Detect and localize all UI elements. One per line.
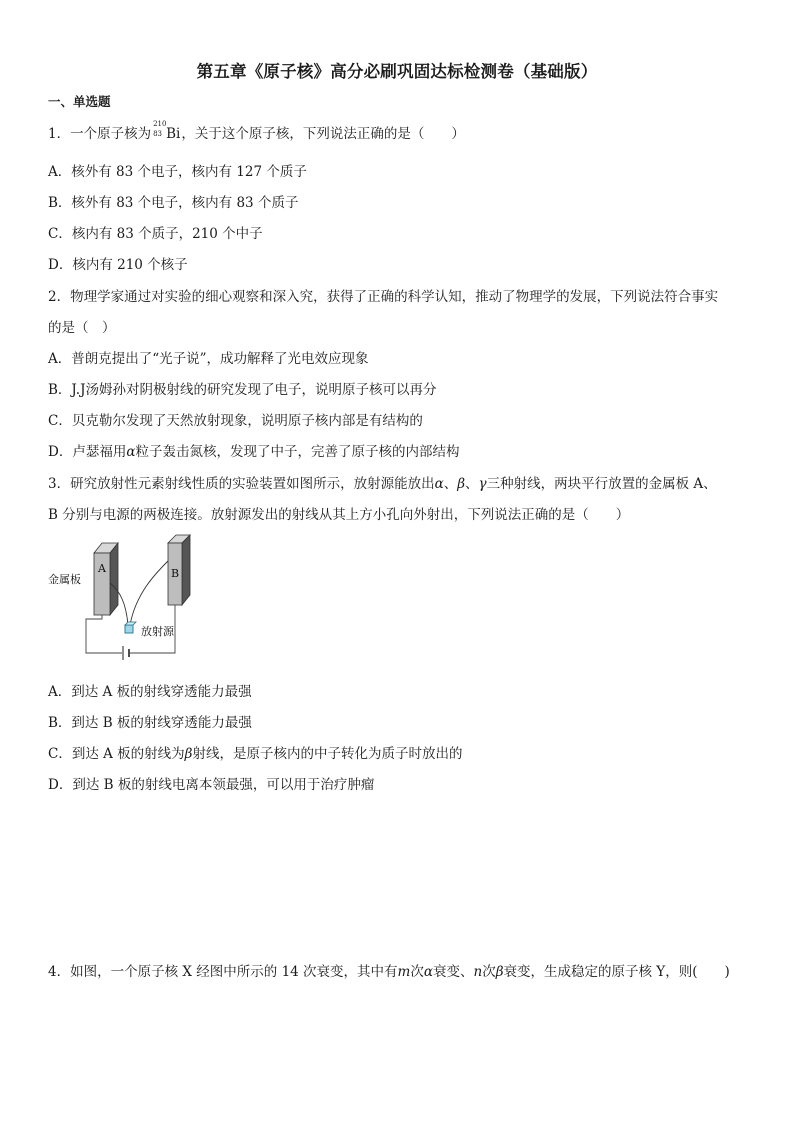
question-2-option-d-after: 粒子轰击氮核，发现了中子，完善了原子核的内部结构	[135, 444, 460, 460]
question-1-stem-after: ，关于这个原子核，下列说法正确的是（ ）	[181, 126, 465, 142]
m-variable: m	[397, 964, 411, 980]
question-1-option-a: A．核外有 83 个电子，核内有 127 个质子	[48, 164, 307, 180]
page-title: 第五章《原子核》高分必刷巩固达标检测卷（基础版）	[196, 62, 598, 81]
beta-symbol: β	[184, 746, 193, 762]
question-4-stem-before: 4．如图，一个原子核 X 经图中所示的 14 次衰变，其中有	[48, 964, 398, 980]
question-3-option-c	[48, 742, 462, 762]
question-2-stem-line-2: 的是（ ）	[48, 320, 116, 336]
question-4-text: 衰变、	[432, 964, 474, 980]
question-2-option-d	[48, 440, 459, 460]
question-4-text: 次	[410, 964, 424, 980]
nuclide-symbol: Bi	[166, 126, 181, 142]
section-heading: 一、单选题	[48, 94, 111, 109]
question-3-option-a: A．到达 A 板的射线穿透能力最强	[48, 684, 252, 700]
question-2-option-a: A．普朗克提出了“光子说”，成功解释了光电效应现象	[48, 351, 369, 367]
nuclide-mass-number: 210	[153, 120, 167, 128]
n-variable: n	[473, 964, 483, 980]
plate-a-label: A	[98, 562, 106, 575]
radiation-apparatus-figure	[46, 533, 196, 663]
circuit-wire-left	[86, 615, 122, 653]
beta-symbol: β	[457, 476, 466, 492]
metal-plate-label: 金属板	[48, 573, 81, 586]
metal-plate-a-side	[110, 543, 118, 615]
gamma-symbol: γ	[478, 476, 487, 492]
question-1-option-c: C．核内有 83 个质子，210 个中子	[48, 226, 263, 242]
question-2-option-c: C．贝克勒尔发现了天然放射现象，说明原子核内部是有结构的	[48, 413, 423, 429]
radiation-source-label: 放射源	[141, 625, 174, 638]
question-3-stem-line-2: B 分别与电源的两极连接。放射源发出的射线从其上方小孔向外射出，下列说法正确的是（ ）	[48, 507, 630, 523]
nuclide-atomic-number: 83	[153, 130, 163, 138]
metal-plate-b-side	[182, 535, 190, 605]
alpha-symbol: α	[126, 444, 136, 460]
question-4-stem	[48, 960, 730, 980]
beta-symbol: β	[495, 964, 504, 980]
question-4-text: 次	[482, 964, 496, 980]
ray-to-b	[130, 561, 168, 625]
question-2-option-d-before: D．卢瑟福用	[48, 444, 127, 460]
question-2-option-b: B．J.J汤姆孙对阴极射线的研究发现了电子，说明原子核可以再分	[48, 382, 437, 398]
question-1-stem	[48, 122, 465, 142]
plate-b-label: B	[170, 567, 180, 580]
question-1-option-b: B．核外有 83 个电子，核内有 83 个质子	[48, 195, 299, 211]
question-4-stem-after: 衰变，生成稳定的原子核 Y，则( )	[503, 964, 730, 980]
alpha-symbol: α	[434, 476, 444, 492]
separator: 、	[443, 476, 458, 492]
question-2-stem-line-1: 2．物理学家通过对实验的细心观察和深入究，获得了正确的科学认知，推动了物理学的发展，下列说法符合事实	[48, 289, 719, 305]
question-3-stem-after: 三种射线，两块平行放置的金属板 A、	[486, 476, 717, 492]
question-3-option-c-after: 射线，是原子核内的中子转化为质子时放出的	[192, 746, 463, 762]
separator: 、	[465, 476, 479, 492]
radiation-source	[125, 625, 133, 633]
question-3-option-b: B．到达 B 板的射线穿透能力最强	[48, 715, 252, 731]
question-3-option-c-before: C．到达 A 板的射线为	[48, 746, 185, 762]
question-3-stem-before: 3．研究放射性元素射线性质的实验装置如图所示，放射源能放出	[48, 476, 435, 492]
question-3-stem-line-1	[48, 472, 717, 492]
alpha-symbol: α	[423, 964, 433, 980]
nuclide-bi	[153, 120, 181, 142]
question-1-option-d: D．核内有 210 个核子	[48, 257, 188, 273]
radiation-source-top	[125, 622, 136, 625]
question-3-option-d: D．到达 B 板的射线电离本领最强，可以用于治疗肿瘤	[48, 777, 375, 793]
question-1-stem-before: 1．一个原子核为	[48, 126, 152, 142]
